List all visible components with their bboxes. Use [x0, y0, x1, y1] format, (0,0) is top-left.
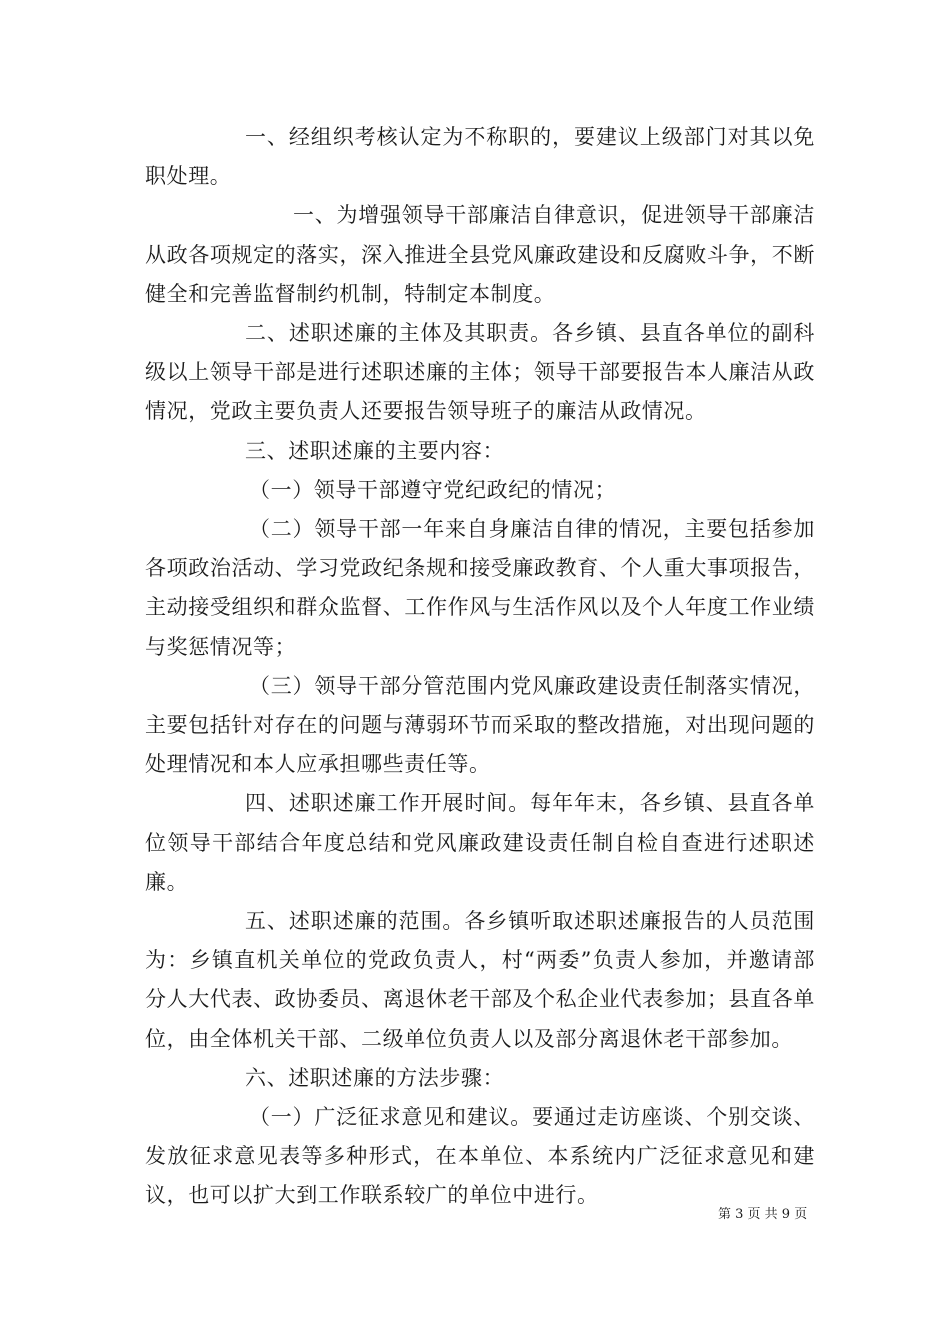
paragraph-dismissal: 一、经组织考核认定为不称职的，要建议上级部门对其以免职处理。 [145, 125, 815, 189]
paragraph-steps-item-1: （一）广泛征求意见和建议。要通过走访座谈、个别交谈、发放征求意见表等多种形式，在本单位、本系统内广泛征求意见和建议，也可以扩大到工作联系较广的单位中进行。 [145, 1105, 815, 1208]
paragraph-purpose: 一、为增强领导干部廉洁自律意识，促进领导干部廉洁从政各项规定的落实，深入推进全县党风廉政建设和反腐败斗争，不断健全和完善监督制约机制，特制定本制度。 [145, 203, 815, 306]
document-body [145, 118, 815, 1216]
paragraph-subject: 二、述职述廉的主体及其职责。各乡镇、县直各单位的副科级以上领导干部是进行述职述廉的主体；领导干部要报告本人廉洁从政情况，党政主要负责人还要报告领导班子的廉洁从政情况。 [145, 321, 815, 424]
paragraph-content-item-3: （三）领导干部分管范围内党风廉政建设责任制落实情况，主要包括针对存在的问题与薄弱环节而采取的整改措施，对出现问题的处理情况和本人应承担哪些责任等。 [145, 673, 815, 777]
paragraph-content-heading: 三、述职述廉的主要内容： [245, 438, 505, 463]
paragraph-content-item-1: （一）领导干部遵守党纪政纪的情况； [249, 477, 617, 502]
paragraph-timing: 四、述职述廉工作开展时间。每年年末，各乡镇、县直各单位领导干部结合年度总结和党风廉政建设责任制自检自查进行述职述廉。 [145, 791, 815, 894]
paragraph-steps-heading: 六、述职述廉的方法步骤： [245, 1065, 505, 1090]
paragraph-content-item-2: （二）领导干部一年来自身廉洁自律的情况，主要包括参加各项政治活动、学习党政纪条规和接受廉政教育、个人重大事项报告，主动接受组织和群众监督、工作作风与生活作风以及个人年度工作业绩与奖惩情况等； [145, 517, 815, 659]
page-indicator: 第 3 页 共 9 页 [718, 1207, 808, 1222]
paragraph-scope: 五、述职述廉的范围。各乡镇听取述职述廉报告的人员范围为：乡镇直机关单位的党政负责人，村“两委”负责人参加，并邀请部分人大代表、政协委员、离退休老干部及个私企业代表参加；县直各单位，由全体机关干部、二级单位负责人以及部分离退休老干部参加。 [145, 909, 815, 1051]
